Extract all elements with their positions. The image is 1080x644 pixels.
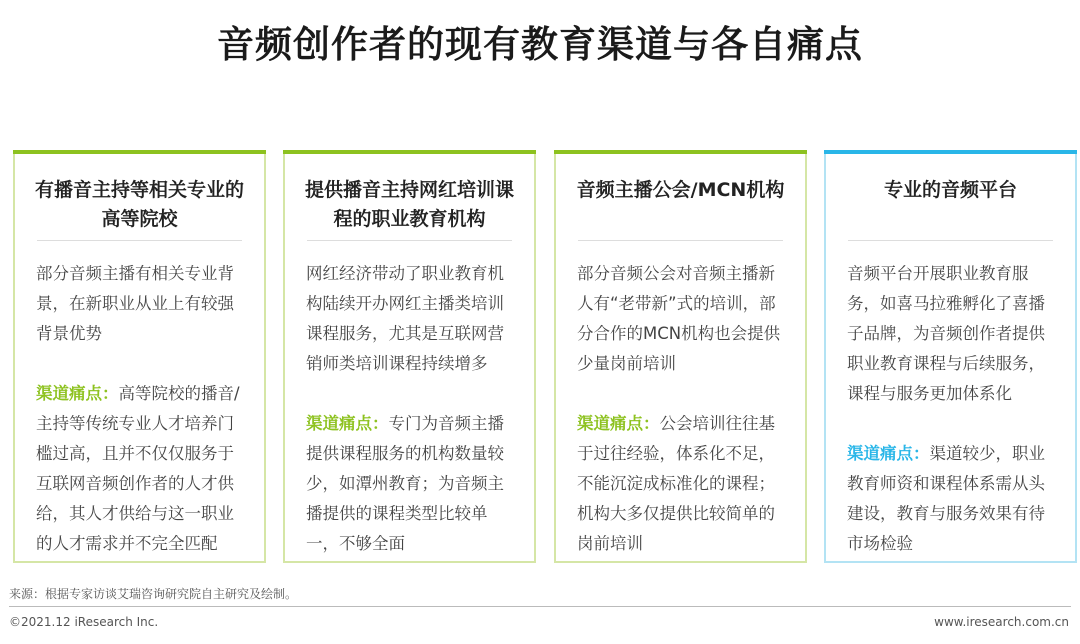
card-divider: [37, 240, 242, 241]
pain-text: 渠道较少，职业教育师资和课程体系需从头建设，教育与服务效果有待市场检验: [847, 444, 1045, 553]
card-top-bar: [554, 150, 807, 154]
source-note: 来源：根据专家访谈艾瑞咨询研究院自主研究及绘制。: [9, 587, 298, 601]
card-description: 部分音频主播有相关专业背景，在新职业从业上有较强背景优势: [36, 264, 234, 343]
card-title: 有播音主持等相关专业的高等院校: [35, 179, 245, 230]
pain-label: 渠道痛点：: [36, 384, 119, 403]
pain-text: 公会培训往往基于过往经验，体系化不足，不能沉淀成标准化的课程；机构大多仅提供比较简单的岗前培训: [577, 414, 775, 553]
card-pain-point: [306, 409, 516, 559]
pain-text: 专门为音频主播提供课程服务的机构数量较少，如潭州教育；为音频主播提供的课程类型比较单一，不够全面: [306, 414, 504, 553]
card-title: 提供播音主持网红培训课程的职业教育机构: [305, 179, 515, 230]
card-divider: [578, 240, 783, 241]
card-top-bar: [283, 150, 536, 154]
card-audio-platforms: [824, 150, 1077, 563]
copyright-text: ©2021.12 iResearch Inc.: [9, 615, 159, 629]
website-link[interactable]: www.iresearch.com.cn: [934, 615, 1069, 629]
card-description: 音频平台开展职业教育服务，如喜马拉雅孵化了喜播子品牌，为音频创作者提供职业教育课程与后续服务，课程与服务更加体系化: [847, 264, 1045, 403]
card-pain-point: [36, 379, 246, 559]
card-top-bar: [13, 150, 266, 154]
pain-label: 渠道痛点：: [577, 414, 660, 433]
pain-text: 高等院校的播音/主持等传统专业人才培养门槛过高，且并不仅仅服务于互联网音频创作者的人才供给，其人才供给与这一职业的人才需求并不完全匹配: [36, 384, 240, 553]
card-title: 音频主播公会/MCN机构: [576, 179, 785, 201]
pain-label: 渠道痛点：: [847, 444, 930, 463]
card-description: 部分音频公会对音频主播新人有“老带新”式的培训，部分合作的MCN机构也会提供少量岗前培训: [577, 264, 781, 373]
page-title: 音频创作者的现有教育渠道与各自痛点: [217, 23, 863, 66]
card-title: 专业的音频平台: [883, 179, 1017, 201]
card-pain-point: [577, 409, 787, 559]
footer-divider: [9, 606, 1071, 607]
card-divider: [307, 240, 512, 241]
card-pain-point: [847, 439, 1057, 559]
card-vocational-institutions: [283, 150, 536, 563]
card-top-bar: [824, 150, 1077, 154]
card-divider: [848, 240, 1053, 241]
pain-label: 渠道痛点：: [306, 414, 389, 433]
channel-cards: [13, 150, 1078, 563]
card-guilds-mcn: [554, 150, 807, 563]
card-description: 网红经济带动了职业教育机构陆续开办网红主播类培训课程服务，尤其是互联网营销师类培训课程持续增多: [306, 264, 504, 373]
card-universities: [13, 150, 266, 563]
